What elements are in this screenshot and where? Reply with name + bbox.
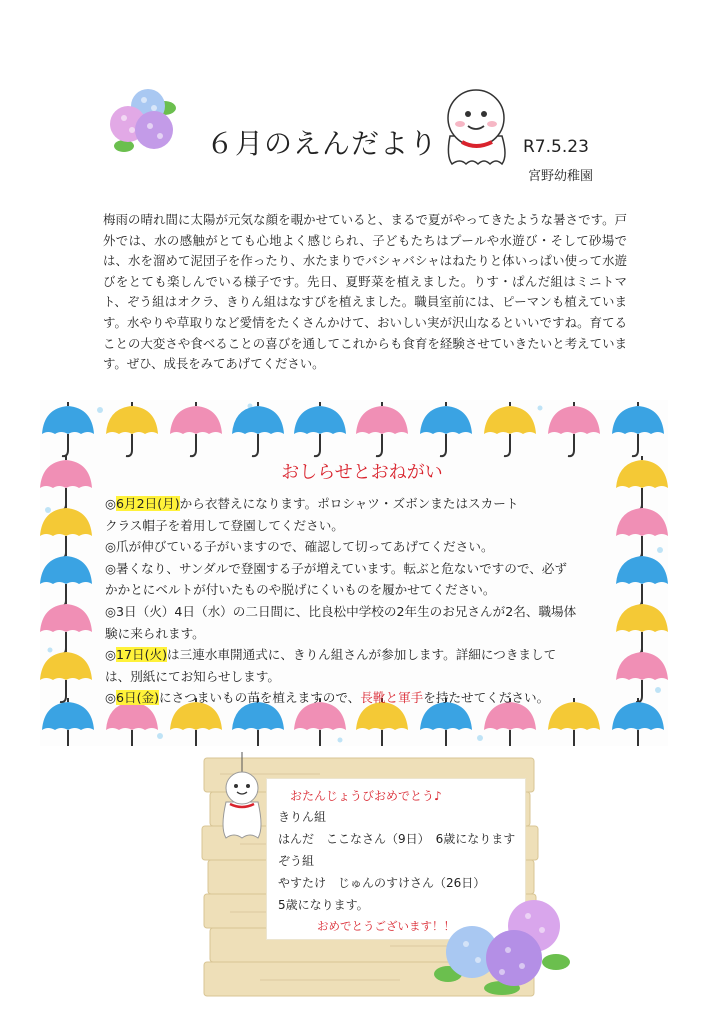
notice-item-4: ◎3日（火）4日（水）の二日間に、比良松中学校の2年生のお兄さんが2名、職場体 xyxy=(105,603,577,619)
notice-item-3-cont: かかとにベルトが付いたものや脱げにくいものを履かせてください。 xyxy=(105,582,496,598)
teru-teru-bozu-icon xyxy=(438,84,518,168)
hydrangea-bottom-icon xyxy=(432,896,572,996)
notice-list xyxy=(105,493,625,709)
notice-date-highlight: 6月2日(月) xyxy=(116,496,180,511)
hydrangea-top-icon xyxy=(104,86,182,158)
issue-date: R7.5.23 xyxy=(523,137,589,157)
birthday-closing: おめでとうございます！！ xyxy=(317,919,455,933)
notice-title: おしらせとおねがい xyxy=(281,462,443,483)
birthday-child-1: はんだ ここなさん（9日） 6歳になります xyxy=(278,832,516,846)
birthday-child-2-age: 5歳になります。 xyxy=(278,898,369,912)
notice-item-5-cont: は、別紙にてお知らせします。 xyxy=(105,668,280,684)
birthday-class-zou: ぞう組 xyxy=(278,854,315,868)
notice-item-3: ◎暑くなり、サンダルで登園する子が増えています。転ぶと危ないですので、必ず xyxy=(105,560,567,576)
notice-date-highlight: 6日(金) xyxy=(116,690,160,706)
birthday-child-2: やすたけ じゅんのすけさん（26日） xyxy=(278,876,486,890)
notice-item-6: ◎6日(金)にさつまいもの苗を植えますので、長靴と軍手を持たせてください。 xyxy=(105,690,550,706)
birthday-title: おたんじょうびおめでとう♪ xyxy=(290,789,442,803)
intro-paragraph: 梅雨の晴れ間に太陽が元気な顔を覗かせていると、まるで夏がやってきたような暑さです。戸外では、水の感触がとても心地よく感じられ、子どもたちはプールや水遊び・そして砂場では、水を溜めて泥団子を作ったり、水たまりでバシャバシャはねたりと体いっぱい使って水遊びをとても楽しんでいる様子です。先日、夏野菜を植えました。りす・ぱんだ組はミニトマト、ぞう組はオクラ、きりん組はなすびを植えました。職員室前には、ピーマンも植えています。水やりや草取りなど愛情をたくさんかけて、おいしい実が沢山なるといいですね。育てることの大変さや食べることの喜びを通してこれからも食育を経験させていきたいと考えています。ぜひ、成長をみてあげてください。 xyxy=(103,212,627,372)
notice-item-1-cont: クラス帽子を着用して登園してください。 xyxy=(105,517,344,533)
page-title: ６月のえんだより xyxy=(206,127,439,160)
school-name: 宮野幼稚園 xyxy=(528,169,594,184)
birthday-class-kirin: きりん組 xyxy=(278,810,327,824)
notice-item-2: ◎爪が伸びている子がいますので、確認して切ってあげてください。 xyxy=(105,539,494,555)
notice-item-4-cont: 験に来られます。 xyxy=(105,625,205,641)
notice-item-5: ◎17日(火)は三連水車開通式に、きりん組さんが参加します。詳細につきまして xyxy=(105,647,557,663)
notice-emphasis: 長靴と軍手 xyxy=(360,690,424,706)
notice-date-highlight: 17日(火) xyxy=(116,647,168,663)
notice-item-1: ◎6月2日(月)から衣替えになります。ポロシャツ・ズボンまたはスカート xyxy=(105,496,519,511)
